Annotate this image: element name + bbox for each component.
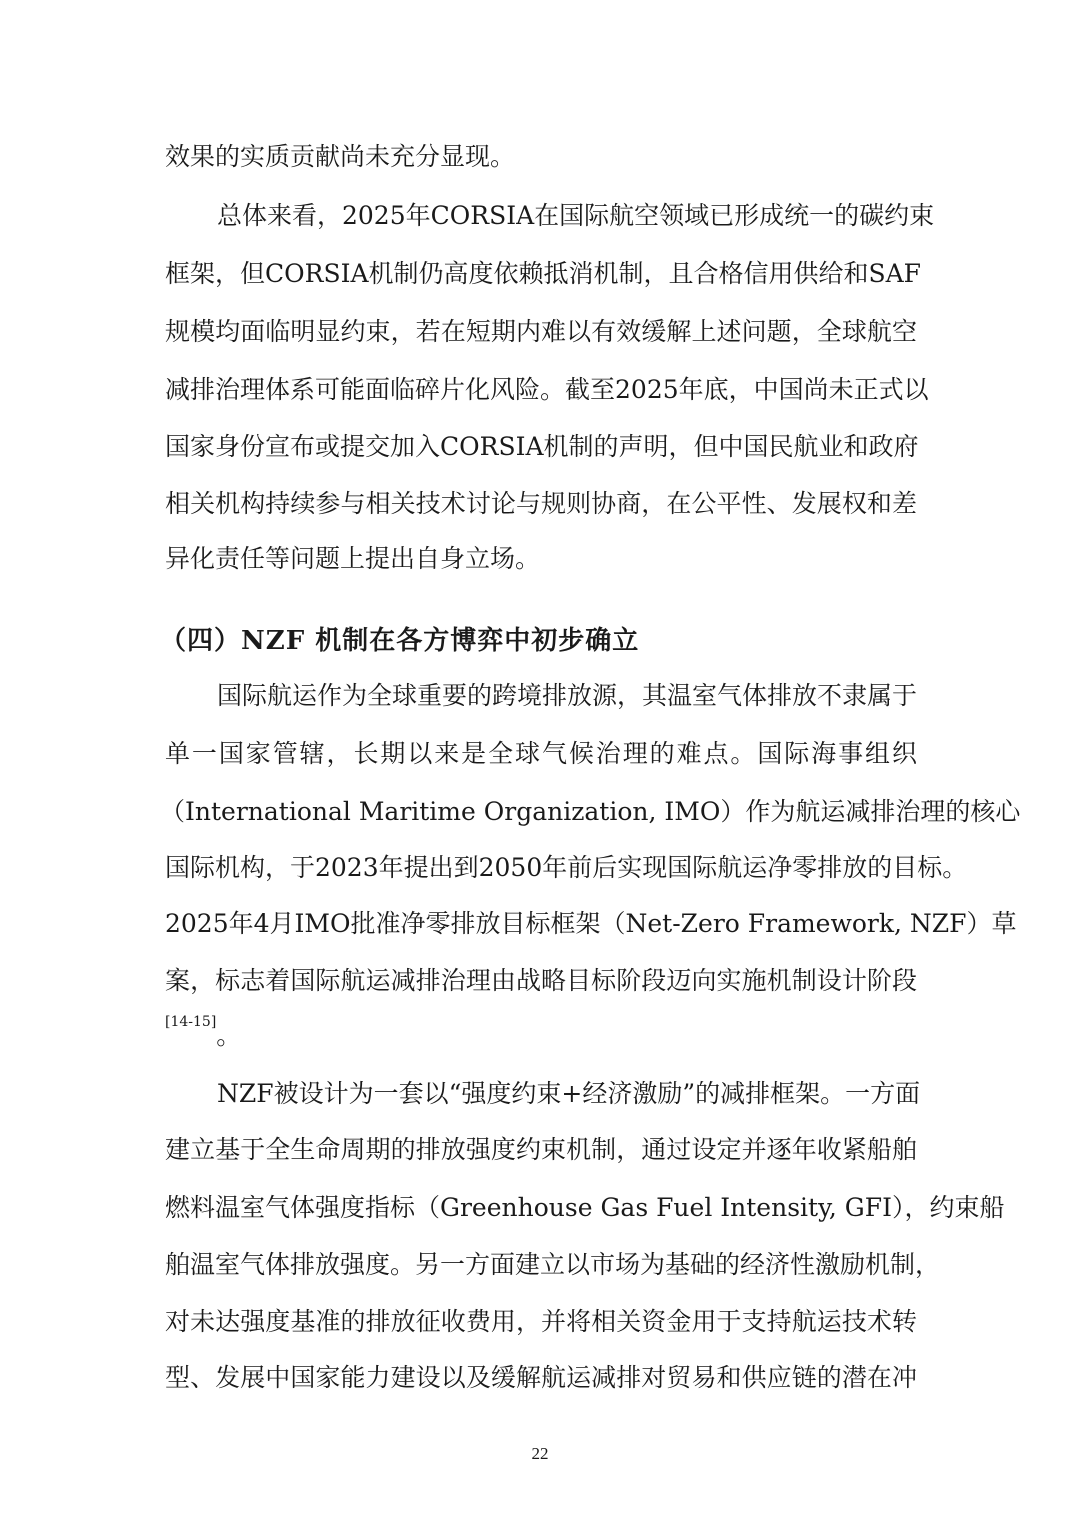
section-heading: （四）NZF 机制在各方博弈中初步确立 [160,626,640,656]
citation-superscript: [14-15] [165,1014,217,1030]
paragraph-3-line-7 [165,1016,917,1056]
paragraph-3-line-5: 2025年4月IMO批准净零排放目标框架（Net-Zero Framework, NZF）草 [165,909,1017,938]
paragraph-2-line-6: 相关机构持续参与相关技术讨论与规则协商，在公平性、发展权和差 [165,489,917,518]
paragraph-3-end-mark: 。 [216,1021,242,1050]
paragraph-3-line-3: （International Maritime Organization, IMO）作为航运减排治理的核心 [160,797,1021,826]
paragraph-4-line-4: 舶温室气体排放强度。另一方面建立以市场为基础的经济性激励机制， [165,1250,941,1279]
paragraph-2-line-2: 框架，但CORSIA机制仍高度依赖抵消机制，且合格信用供给和SAF [165,259,922,288]
paragraph-4-line-3: 燃料温室气体强度指标（Greenhouse Gas Fuel Intensity, GFI），约束船 [165,1193,1005,1222]
paragraph-4-line-1: NZF被设计为一套以“强度约束+经济激励”的减排框架。一方面 [217,1079,921,1108]
page-number: 22 [531,1444,549,1463]
paragraph-2-line-3: 规模均面临明显约束，若在短期内难以有效缓解上述问题，全球航空 [165,317,917,346]
paragraph-2-line-1: 总体来看，2025年CORSIA在国际航空领域已形成统一的碳约束 [217,201,935,230]
paragraph-3-line-2: 单一国家管辖，长期以来是全球气候治理的难点。国际海事组织 [165,739,917,768]
paragraph-2-line-7: 异化责任等问题上提出自身立场。 [165,544,541,573]
paragraph-4-line-2: 建立基于全生命周期的排放强度约束机制，通过设定并逐年收紧船舶 [165,1135,917,1164]
paragraph-4-line-6: 型、发展中国家能力建设以及缓解航运减排对贸易和供应链的潜在冲 [165,1363,917,1392]
paragraph-2-line-4: 减排治理体系可能面临碎片化风险。截至2025年底，中国尚未正式以 [165,375,929,404]
paragraph-3-line-6: 案，标志着国际航运减排治理由战略目标阶段迈向实施机制设计阶段 [165,966,917,995]
paragraph-4-line-5: 对未达强度基准的排放征收费用，并将相关资金用于支持航运技术转 [165,1307,917,1336]
paragraph-1-line-1: 效果的实质贡献尚未充分显现。 [165,142,516,171]
paragraph-2-line-5: 国家身份宣布或提交加入CORSIA机制的声明，但中国民航业和政府 [165,432,919,461]
paragraph-3-line-4: 国际机构，于2023年提出到2050年前后实现国际航运净零排放的目标。 [165,853,968,882]
paragraph-3-line-1: 国际航运作为全球重要的跨境排放源，其温室气体排放不隶属于 [217,681,918,710]
